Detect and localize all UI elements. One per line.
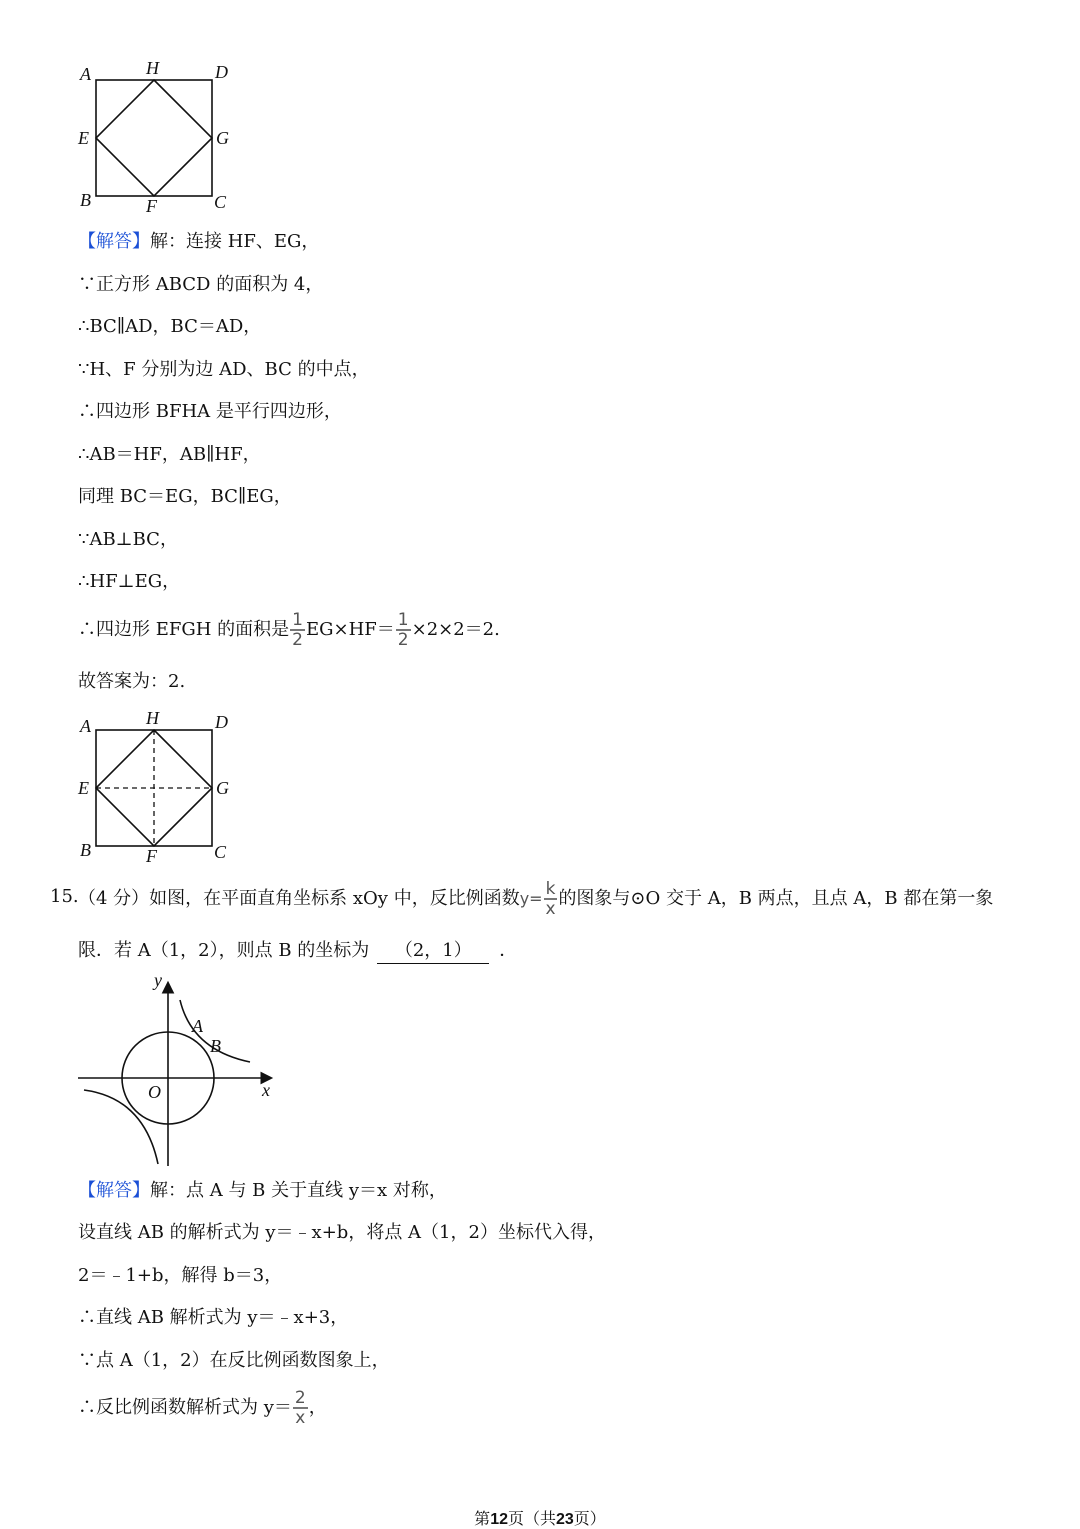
solution14-line11: 故答案为：2. — [78, 671, 186, 692]
question15-number: 15. — [50, 886, 79, 907]
label-y: y — [154, 970, 162, 990]
solution14-line3: ∴BC∥AD，BC＝AD， — [78, 316, 262, 337]
solution15-line5: ∵点 A（1，2）在反比例函数图象上， — [78, 1350, 390, 1371]
label-A: A — [80, 64, 91, 84]
solution15-line2: 设直线 AB 的解析式为 y＝﹣x+b，将点 A（1，2）坐标代入得， — [78, 1222, 606, 1243]
label-H: H — [146, 708, 159, 728]
solution14-line9: ∴HF⊥EG， — [78, 571, 181, 592]
solution14-line8: ∵AB⊥BC， — [78, 529, 178, 550]
total-pages: 23 — [556, 1511, 574, 1528]
solution14-line2: ∵正方形 ABCD 的面积为 4， — [78, 274, 324, 295]
answer-tag: 【解答】 — [78, 1180, 150, 1201]
label-B: B — [80, 190, 91, 210]
fraction-half-1: $\frac{1}{2}$ — [292, 609, 303, 650]
solution14-line1: 【解答】解：连接 HF、EG， — [78, 231, 320, 252]
answer-blank: （2，1） — [377, 939, 489, 964]
fraction-half-2: $\frac{1}{2}$ — [397, 609, 409, 650]
label-B: B — [210, 1036, 221, 1056]
answer-tag: 【解答】 — [78, 231, 150, 252]
label-E: E — [78, 128, 89, 148]
solution14-line6: ∴AB＝HF，AB∥HF， — [78, 444, 261, 465]
page-footer: 第12页（共23页） — [474, 1509, 606, 1528]
solution15-line6: ∴反比例函数解析式为 y＝ $\frac{2}{x}$ ， — [78, 1387, 327, 1428]
solution14-line4: ∵H、F 分别为边 AD、BC 的中点， — [78, 359, 370, 380]
label-D: D — [215, 62, 228, 82]
square-figure-1 — [74, 58, 244, 218]
label-F: F — [146, 846, 157, 866]
fraction-k-over-x: $\frac{k}{x}$ — [545, 878, 556, 919]
label-G: G — [216, 778, 229, 798]
label-H: H — [146, 58, 159, 78]
label-C: C — [214, 842, 227, 862]
question15-line2: 限．若 A（1，2），则点 B 的坐标为 （2，1） ． — [78, 939, 517, 964]
label-B: B — [80, 840, 91, 860]
label-O: O — [148, 1082, 161, 1102]
solution14-line7: 同理 BC＝EG，BC∥EG， — [78, 486, 292, 507]
label-D: D — [215, 712, 228, 732]
label-G: G — [216, 128, 229, 148]
solution15-line4: ∴直线 AB 解析式为 y＝﹣x+3， — [78, 1307, 349, 1328]
label-E: E — [78, 778, 89, 798]
label-A: A — [192, 1016, 203, 1036]
square-figure-2 — [74, 708, 244, 868]
fraction-2-over-x: $\frac{2}{x}$ — [294, 1387, 306, 1428]
page-number: 12 — [490, 1511, 508, 1528]
question15-line1: （4 分）如图，在平面直角坐标系 xOy 中，反比例函数y= $\frac{k}{x}$ 的图象与⊙O 交于 A，B 两点，且点 A，B 都在第一象 — [78, 878, 994, 919]
label-A: A — [80, 716, 91, 736]
solution15-line1: 【解答】解：点 A 与 B 关于直线 y＝x 对称， — [78, 1180, 447, 1201]
solution14-line5: ∴四边形 BFHA 是平行四边形， — [78, 401, 342, 422]
label-C: C — [214, 192, 227, 212]
solution15-line3: 2＝﹣1+b，解得 b＝3， — [78, 1265, 283, 1286]
label-F: F — [146, 196, 157, 216]
hyperbola-circle-figure — [74, 970, 284, 1170]
solution14-line10: ∴四边形 EFGH 的面积是 $\frac{1}{2}$ EG×HF＝ $\frac{1}{2}$ ×2×2＝2. — [78, 609, 500, 650]
label-x: x — [262, 1080, 270, 1100]
